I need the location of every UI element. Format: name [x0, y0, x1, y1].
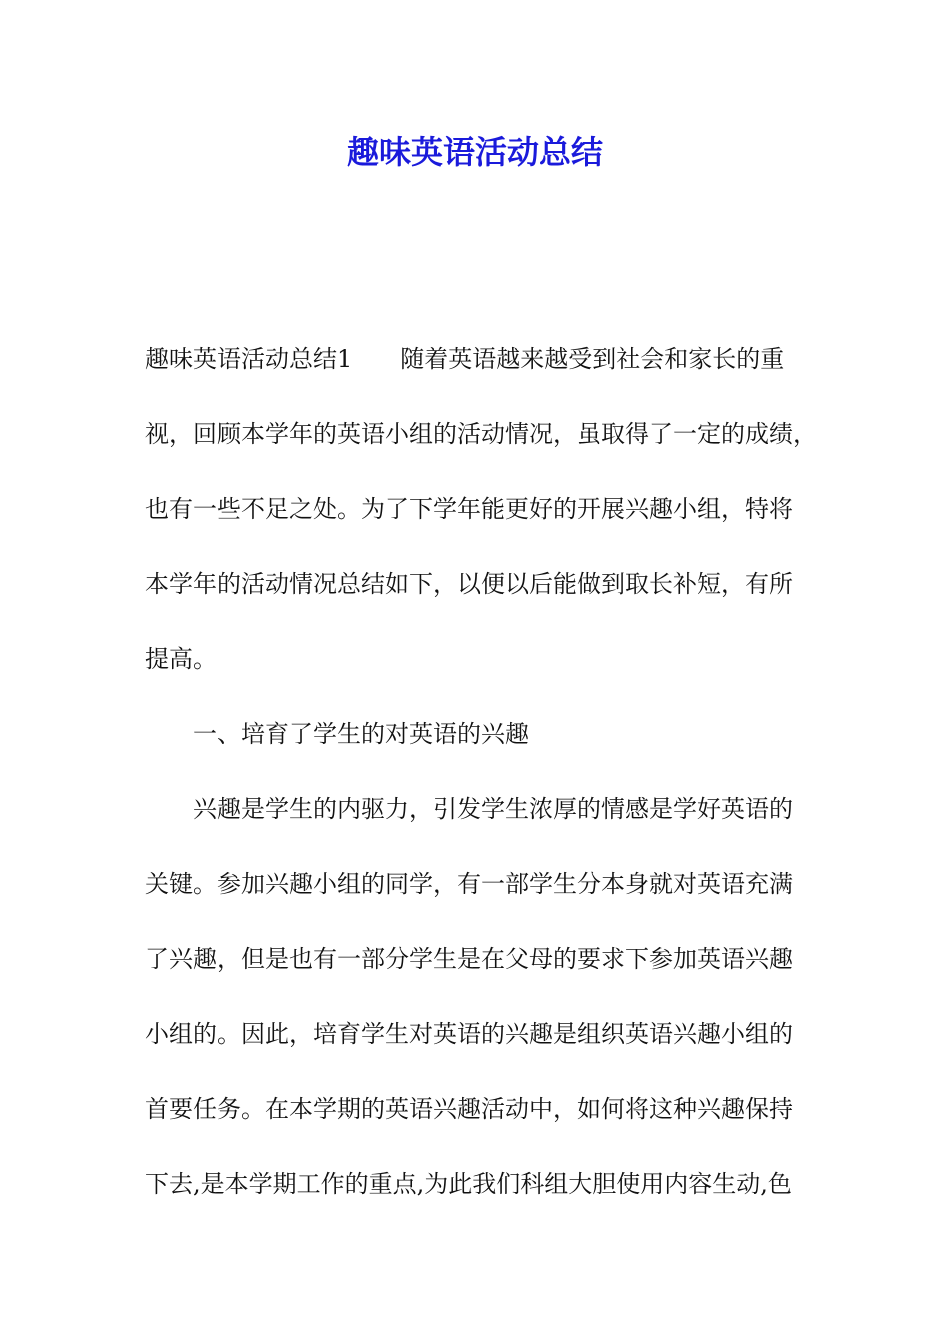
body-line: 本学年的活动情况总结如下，以便以后能做到取长补短，有所	[145, 570, 793, 598]
document-title: 趣味英语活动总结	[346, 133, 603, 171]
section-heading: 一、培育了学生的对英语的兴趣	[193, 720, 529, 748]
body-line: 了兴趣，但是也有一部分学生是在父母的要求下参加英语兴趣	[145, 945, 793, 973]
body-line: 趣味英语活动总结1 随着英语越来越受到社会和家长的重	[145, 345, 785, 373]
body-line: 也有一些不足之处。为了下学年能更好的开展兴趣小组，特将	[145, 495, 793, 523]
body-line: 关键。参加兴趣小组的同学，有一部学生分本身就对英语充满	[145, 870, 793, 898]
document-body	[145, 0, 817, 1344]
body-line: 下去,是本学期工作的重点,为此我们科组大胆使用内容生动,色	[145, 1170, 792, 1198]
body-line: 兴趣是学生的内驱力，引发学生浓厚的情感是学好英语的	[193, 795, 793, 823]
body-line: 小组的。因此，培育学生对英语的兴趣是组织英语兴趣小组的	[145, 1020, 793, 1048]
body-line: 首要任务。在本学期的英语兴趣活动中，如何将这种兴趣保持	[145, 1095, 793, 1123]
body-line: 视，回顾本学年的英语小组的活动情况，虽取得了一定的成绩，	[145, 420, 817, 448]
body-line: 提高。	[145, 645, 217, 673]
